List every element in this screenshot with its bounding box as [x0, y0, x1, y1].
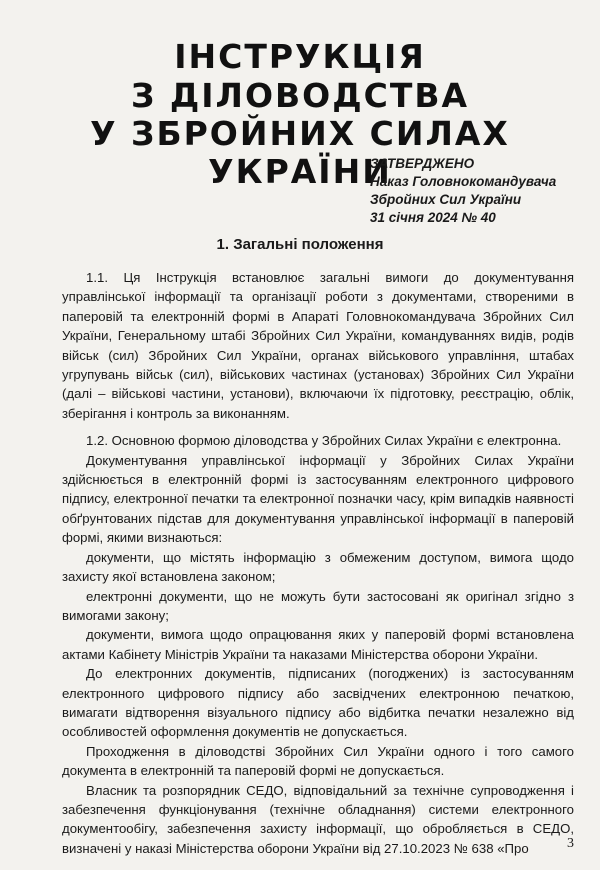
paragraph: До електронних документів, підписаних (погоджених) із застосуванням електронного цифрового підпису або засвідчених електронною печаткою, вимагати відтворення візуального підпису або відбитка печатки незалежно від особливостей оформлення документів не допускається. [62, 666, 574, 740]
paragraph: Документування управлінської інформації у Збройних Силах України здійснюється в електронній формі із застосуванням електронного цифрового підпису, електронної печатки та електронної позначки часу, крім випадків наявності обґрунтованих підстав для документування управлінської інформації в паперовій формі, якими визнаються: [62, 452, 574, 546]
approval-line-3: Збройних Сил України [370, 192, 522, 207]
title-line-2: З ДІЛОВОДСТВА [130, 76, 470, 115]
title-line-1: ІНСТРУКЦІЯ [174, 37, 426, 76]
paragraph: документи, вимога щодо опрацювання яких у паперовій формі встановлена актами Кабінету Міністрів України та наказами Міністерства оборони України. [62, 627, 574, 662]
section-heading: 1. Загальні положення [216, 236, 384, 253]
paragraph: електронні документи, що не можуть бути застосовані як оригінал згідно з вимогами закону; [62, 588, 574, 623]
approval-block [370, 155, 595, 227]
paragraph: документи, що містять інформацію з обмеженим доступом, вимога щодо захисту якої встановлена законом; [62, 549, 574, 585]
approval-line-4: 31 січня 2024 № 40 [370, 210, 496, 225]
paragraph: Власник та розпорядник СЕДО, відповідальний за технічне супроводження і забезпечення функціонування (технічне обладнання) системи електронного документообігу, забезпечення захисту інформації, що обробляється в СЕДО, визначені у наказі Міністерства оборони України від 27.10.2023 № 638 «Про [62, 782, 574, 856]
paragraph-1-1: 1.1. Ця Інструкція встановлює загальні вимоги до документування управлінської інформації та організації роботи з документами, створеними в паперовій та електронній формі в Апараті Головнокомандувача Збройних Сил України, Генеральному штабі Збройних Сил України, командуваннях видів, родів військ (сил) Збройних Сил України, органах військового управління, штабах угрупувань військ (сил), військових частинах (установах) Збройних Сил України (далі – військові частини, установи), включаючи їх підготовку, реєстрацію, облік, зберігання і контроль за виконанням. [62, 270, 574, 421]
approval-line-2: Наказ Головнокомандувача [370, 174, 557, 189]
body-text [62, 268, 574, 858]
page-number: 3 [567, 836, 574, 851]
paragraph-1-2: 1.2. Основною формою діловодства у Збройних Силах України є електронна. [86, 433, 562, 449]
approval-line-1: ЗАТВЕРДЖЕНО [370, 156, 475, 171]
title-line-3: У ЗБРОЙНИХ СИЛАХ УКРАЇНИ [90, 114, 510, 191]
paragraph: Проходження в діловодстві Збройних Сил України одного і того самого документа в електронній та паперовій формі не допускається. [62, 743, 574, 779]
